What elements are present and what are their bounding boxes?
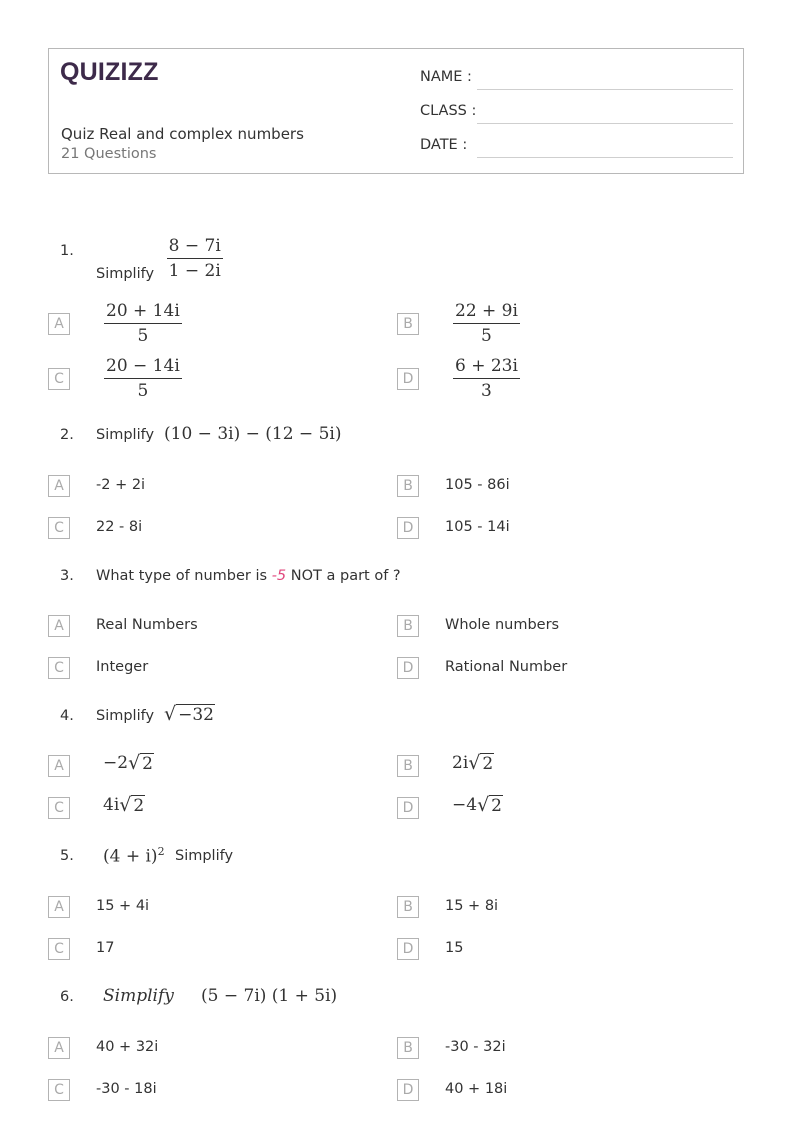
fraction-denominator: 5 — [481, 326, 492, 346]
fraction-numerator: 20 − 14i — [104, 356, 182, 379]
question-math: (5 − 7i) (1 + 5i) — [201, 986, 338, 1006]
option-badge-b[interactable]: B — [397, 615, 419, 637]
question-text — [96, 236, 223, 281]
coefficient: −2 — [103, 753, 129, 773]
option-badge-c[interactable]: C — [48, 368, 70, 390]
sqrt-icon: √ — [128, 752, 141, 774]
sqrt-icon: √ — [164, 703, 177, 725]
question-number: 5. — [60, 848, 74, 864]
option-badge-b[interactable]: B — [397, 1037, 419, 1059]
radicand: 2 — [142, 754, 153, 774]
option-b[interactable]: 15 + 8i — [445, 898, 499, 914]
option-a[interactable] — [103, 753, 154, 773]
question-text — [96, 427, 154, 443]
option-badge-d[interactable]: D — [397, 517, 419, 539]
question-number: 2. — [60, 427, 74, 443]
sqrt-icon: √ — [477, 794, 490, 816]
highlighted-number: -5 — [271, 568, 287, 584]
option-a[interactable] — [104, 301, 182, 346]
name-label: NAME : — [420, 69, 472, 85]
option-d[interactable]: 15 — [445, 940, 464, 956]
option-b[interactable] — [453, 301, 520, 346]
math-exponent: 2 — [157, 845, 165, 858]
class-line[interactable] — [477, 123, 733, 124]
question-number: 3. — [60, 568, 74, 584]
option-badge-b[interactable]: B — [397, 313, 419, 335]
option-b[interactable] — [452, 753, 494, 773]
option-badge-b[interactable]: B — [397, 896, 419, 918]
quizizz-logo: QUIZIZZ — [60, 58, 159, 86]
question-text — [96, 708, 154, 724]
option-b[interactable]: Whole numbers — [445, 617, 560, 633]
radicand: −32 — [178, 705, 214, 725]
option-a[interactable]: 15 + 4i — [96, 898, 150, 914]
option-badge-b[interactable]: B — [397, 475, 419, 497]
option-badge-b[interactable]: B — [397, 755, 419, 777]
option-d[interactable] — [452, 795, 503, 815]
option-c[interactable] — [103, 795, 145, 815]
name-line[interactable] — [477, 89, 733, 90]
option-d[interactable]: 105 - 14i — [445, 519, 510, 535]
question-number: 6. — [60, 989, 74, 1005]
option-c[interactable]: -30 - 18i — [96, 1081, 157, 1097]
question-text-before: What type of number is — [96, 568, 268, 584]
fraction-numerator: 8 − 7i — [167, 236, 223, 259]
fraction-denominator: 5 — [137, 381, 149, 401]
option-badge-c[interactable]: C — [48, 517, 70, 539]
option-c[interactable] — [104, 356, 182, 401]
quiz-title: Quiz Real and complex numbers — [61, 125, 304, 143]
radicand: 2 — [482, 754, 494, 774]
option-badge-c[interactable]: C — [48, 797, 70, 819]
option-badge-d[interactable]: D — [397, 657, 419, 679]
fraction-denominator: 5 — [137, 326, 149, 346]
date-label: DATE : — [420, 137, 468, 153]
radicand: 2 — [133, 796, 145, 816]
fraction — [167, 236, 223, 281]
option-badge-c[interactable]: C — [48, 938, 70, 960]
option-badge-a[interactable]: A — [48, 313, 70, 335]
option-c[interactable]: Integer — [96, 659, 149, 675]
option-badge-d[interactable]: D — [397, 368, 419, 390]
date-line[interactable] — [477, 157, 733, 158]
option-d[interactable]: Rational Number — [445, 659, 568, 675]
question-prefix: Simplify — [96, 708, 155, 724]
option-a[interactable]: Real Numbers — [96, 617, 198, 633]
radicand: 2 — [491, 796, 502, 816]
option-badge-d[interactable]: D — [397, 797, 419, 819]
coefficient: −4 — [452, 795, 478, 815]
option-b[interactable]: 105 - 86i — [445, 477, 510, 493]
option-a[interactable]: -2 + 2i — [96, 477, 146, 493]
fraction-numerator: 20 + 14i — [104, 301, 182, 324]
coefficient: 2i — [452, 753, 469, 773]
fraction-numerator: 22 + 9i — [453, 301, 520, 324]
question-radical — [164, 704, 215, 724]
question-suffix: Simplify — [175, 848, 234, 864]
class-label: CLASS : — [420, 103, 477, 119]
fraction-numerator: 6 + 23i — [453, 356, 520, 379]
question-number: 1. — [60, 243, 74, 259]
question-prefix: Simplify — [96, 265, 155, 282]
option-d[interactable]: 40 + 18i — [445, 1081, 508, 1097]
sqrt-icon: √ — [468, 752, 481, 774]
option-badge-d[interactable]: D — [397, 938, 419, 960]
option-c[interactable]: 22 - 8i — [96, 519, 143, 535]
question-text — [96, 568, 401, 584]
option-d[interactable] — [453, 356, 520, 401]
question-count: 21 Questions — [61, 146, 157, 162]
option-badge-a[interactable]: A — [48, 1037, 70, 1059]
question-math — [103, 845, 165, 867]
option-b[interactable]: -30 - 32i — [445, 1039, 506, 1055]
sqrt-icon: √ — [119, 794, 132, 816]
question-math: (10 − 3i) − (12 − 5i) — [164, 424, 342, 444]
option-badge-a[interactable]: A — [48, 615, 70, 637]
option-badge-a[interactable]: A — [48, 896, 70, 918]
option-badge-c[interactable]: C — [48, 657, 70, 679]
question-prefix: Simplify — [96, 427, 155, 443]
question-math-word: Simplify — [103, 986, 174, 1006]
option-badge-d[interactable]: D — [397, 1079, 419, 1101]
coefficient: 4i — [103, 795, 120, 815]
fraction-denominator: 3 — [481, 381, 492, 401]
option-badge-a[interactable]: A — [48, 755, 70, 777]
option-a[interactable]: 40 + 32i — [96, 1039, 159, 1055]
option-c[interactable]: 17 — [96, 940, 115, 956]
question-number: 4. — [60, 708, 74, 724]
option-badge-c[interactable]: C — [48, 1079, 70, 1101]
option-badge-a[interactable]: A — [48, 475, 70, 497]
question-text-after: NOT a part of ? — [290, 568, 401, 584]
fraction-denominator: 1 − 2i — [168, 261, 221, 281]
math-base: (4 + i) — [103, 846, 158, 867]
